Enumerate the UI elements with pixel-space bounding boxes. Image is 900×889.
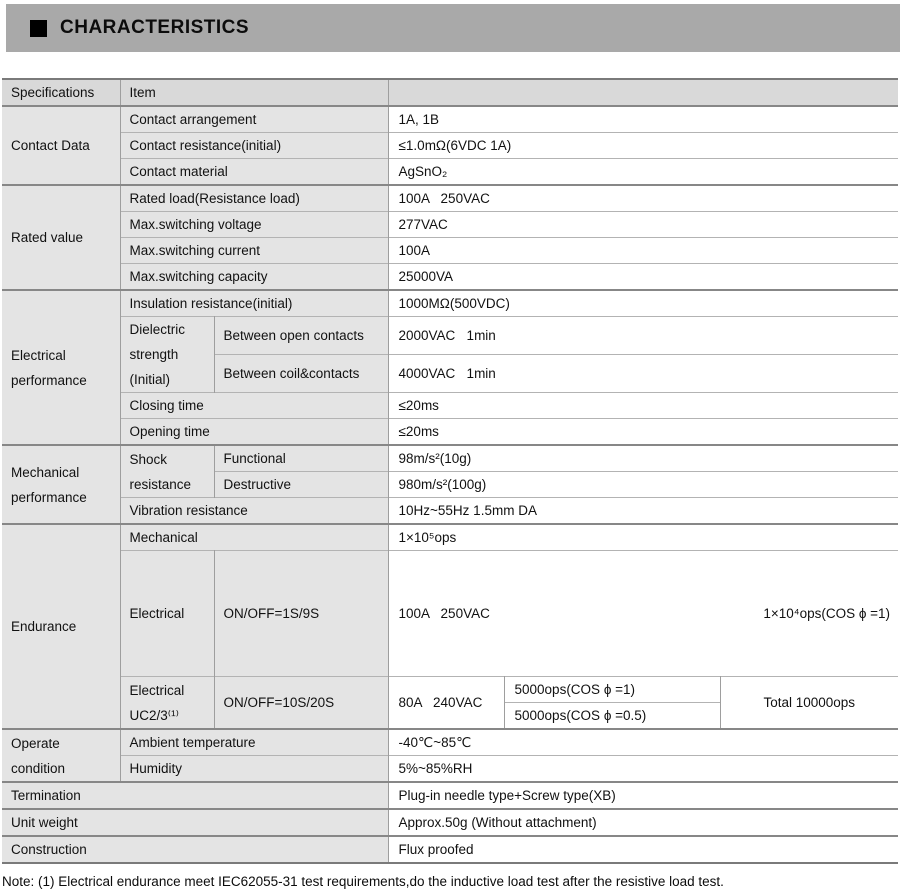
table-row [2,551,898,677]
table-row [2,238,898,264]
item-closing-time: Closing time [120,393,388,419]
item-max-switching-capacity: Max.switching capacity [120,264,388,291]
item-contact-arrangement: Contact arrangement [120,106,388,133]
table-row [2,677,898,703]
table-row [2,729,898,756]
value-rated-load: 100A 250VAC [388,185,898,212]
value-humidity: 5%~85%RH [388,756,898,783]
group-label-rated-value: Rated value [2,185,120,290]
value-max-switching-voltage: 277VAC [388,212,898,238]
item-unit-weight: Unit weight [2,809,388,836]
value-endurance-electrical [388,551,898,677]
group-label-mechanical-performance: Mechanical performance [2,445,120,524]
value-shock-destructive: 980m/s²(100g) [388,472,898,498]
value-insulation-resistance: 1000MΩ(500VDC) [388,290,898,317]
table-row [2,809,898,836]
value-contact-arrangement: 1A, 1B [388,106,898,133]
table-row [2,185,898,212]
value-max-switching-current: 100A [388,238,898,264]
value-endurance-electrical-ops: 1×10⁴ops(COS ϕ =1) [763,606,891,621]
characteristics-table [2,78,898,864]
table-row [2,524,898,551]
table-row [2,317,898,355]
item-vibration-resistance: Vibration resistance [120,498,388,525]
value-max-switching-capacity: 25000VA [388,264,898,291]
item-ambient-temperature: Ambient temperature [120,729,388,756]
value-between-coil-contacts: 4000VAC 1min [388,355,898,393]
table-header-row [2,79,898,106]
table-row [2,393,898,419]
table-row [2,498,898,525]
page-title: CHARACTERISTICS [60,17,250,38]
table-row [2,106,898,133]
item-between-open-contacts: Between open contacts [214,317,388,355]
value-endurance-mechanical: 1×10⁵ops [388,524,898,551]
value-closing-time: ≤20ms [388,393,898,419]
item-between-coil-contacts: Between coil&contacts [214,355,388,393]
characteristics-table-wrapper [2,78,898,864]
value-endurance-electrical-load: 100A 250VAC [398,606,490,621]
value-endurance-uc-ops2: 5000ops(COS ϕ =0.5) [504,703,720,730]
value-endurance-uc-load: 80A 240VAC [388,677,504,730]
table-row [2,445,898,472]
value-contact-material: AgSnO₂ [388,159,898,186]
group-label-electrical-performance: Electrical performance [2,290,120,445]
footnote: Note: (1) Electrical endurance meet IEC62055-31 test requirements,do the inductive load test after the resistive load test. [2,874,724,889]
value-between-open-contacts: 2000VAC 1min [388,317,898,355]
item-max-switching-current: Max.switching current [120,238,388,264]
item-dielectric-strength: Dielectric strength (Initial) [120,317,214,393]
value-construction: Flux proofed [388,836,898,863]
black-square-bullet-icon [30,20,47,37]
table-row [2,419,898,446]
value-contact-resistance: ≤1.0mΩ(6VDC 1A) [388,133,898,159]
item-endurance-electrical: Electrical [120,551,214,677]
table-row [2,133,898,159]
table-row [2,159,898,186]
value-opening-time: ≤20ms [388,419,898,446]
table-row [2,756,898,783]
group-label-operate-condition: Operate condition [2,729,120,782]
item-construction: Construction [2,836,388,863]
table-row [2,264,898,291]
item-endurance-uc-condition: ON/OFF=10S/20S [214,677,388,730]
value-endurance-uc-total: Total 10000ops [720,677,898,730]
item-rated-load: Rated load(Resistance load) [120,185,388,212]
title-bar [6,4,900,52]
value-termination: Plug-in needle type+Screw type(XB) [388,782,898,809]
item-max-switching-voltage: Max.switching voltage [120,212,388,238]
item-opening-time: Opening time [120,419,388,446]
item-endurance-electrical-uc: Electrical UC2/3⁽¹⁾ [120,677,214,730]
item-termination: Termination [2,782,388,809]
value-endurance-uc-ops1: 5000ops(COS ϕ =1) [504,677,720,703]
header-specifications: Specifications [2,79,120,106]
value-unit-weight: Approx.50g (Without attachment) [388,809,898,836]
value-shock-functional: 98m/s²(10g) [388,445,898,472]
table-row [2,212,898,238]
item-humidity: Humidity [120,756,388,783]
item-endurance-electrical-condition: ON/OFF=1S/9S [214,551,388,677]
item-contact-material: Contact material [120,159,388,186]
value-vibration-resistance: 10Hz~55Hz 1.5mm DA [388,498,898,525]
group-label-endurance: Endurance [2,524,120,729]
header-value [388,79,898,106]
table-row [2,836,898,863]
value-ambient-temperature: -40℃~85℃ [388,729,898,756]
item-shock-functional: Functional [214,445,388,472]
table-row [2,290,898,317]
item-shock-resistance: Shock resistance [120,445,214,498]
item-shock-destructive: Destructive [214,472,388,498]
group-label-contact-data: Contact Data [2,106,120,185]
item-insulation-resistance: Insulation resistance(initial) [120,290,388,317]
item-endurance-mechanical: Mechanical [120,524,388,551]
table-row [2,782,898,809]
item-contact-resistance: Contact resistance(initial) [120,133,388,159]
header-item: Item [120,79,388,106]
